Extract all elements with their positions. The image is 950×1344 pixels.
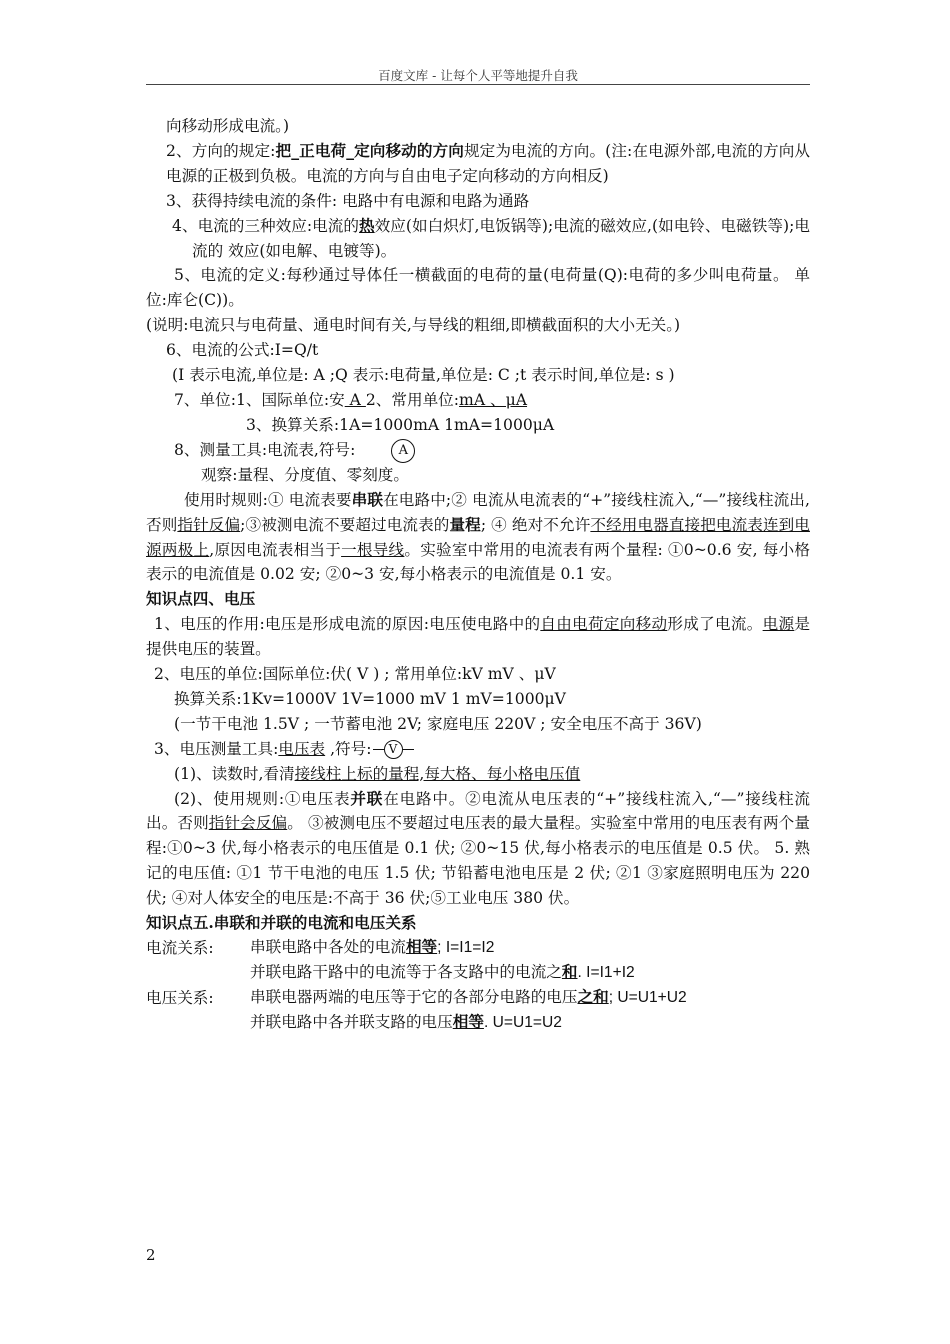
para-direction-rule: 2、方向的规定:把_正电荷_定向移动的方向规定为电流的方向。(注:在电源外部,电流的方向从电源的正极到负极。电流的方向与自由电子定向移动的方向相反) — [166, 140, 810, 185]
header-rule — [146, 84, 810, 85]
para-voltage-conversion: 换算关系:1Kv=1000V 1V=1000 mV 1 mV=1000μV — [174, 689, 566, 708]
voltage-relation-label: 电压关系: — [146, 988, 214, 1007]
para-ammeter-rules: 使用时规则:① 电流表要串联在电路中;② 电流从电流表的“+”接线柱流入,“—”接线柱流出,否则指针反偏;③被测电流不要超过电流表的量程; ④ 绝对不允许不经用电器直接把电流表连到电源两极上,原因电流表相当于一根导线。实验室中常用的电流表有两个量程: ①0~0.6 安, 每小格表示的电流值是 0.02 安; ②0~3 安,每小格表示的电流值是 0.1 安。 — [146, 489, 810, 584]
voltage-relation-row-1: 电压关系: 串联电器两端的电压等于它的各部分电路的电压之和; U=U1+U2 — [146, 986, 810, 1011]
section-heading-voltage: 知识点四、电压 — [146, 589, 256, 609]
para-current-definition: 5、电流的定义:每秒通过导体任一横截面的电荷的量(电荷量(Q):电荷的多少叫电荷量。 单位:库仑(C))。 — [146, 266, 810, 310]
para-formula-symbols: (I 表示电流,单位是: A ;Q 表示:电荷量,单位是: C ;t 表示时间,单位是: s ) — [172, 366, 675, 385]
voltmeter-symbol-icon: V — [384, 740, 403, 759]
para-current-formula: 6、电流的公式:I=Q/t — [166, 341, 319, 360]
para-voltmeter: 3、电压测量工具:电压表 ,符号: V — [146, 737, 810, 762]
para-current-effects: 4、电流的三种效应:电流的热效应(如白炽灯,电饭锅等);电流的磁效应,(如电铃、电磁铁等);电流的 效应(如电解、电镀等)。 — [172, 215, 810, 260]
section-heading-relations: 知识点五.串联和并联的电流和电压关系 — [146, 913, 417, 933]
page-number: 2 — [146, 1246, 156, 1264]
current-relation-row-2: 并联电路干路中的电流等于各支路中的电流之和. I=I1+I2 — [250, 963, 635, 981]
para-voltmeter-rules: (2)、使用规则:①电压表并联在电路中。②电流从电压表的“+”接线柱流入,“—”接线柱流出。否则指针会反偏。 ③被测电压不要超过电压表的最大量程。实验室中常用的电压表有两个量程:①0~3 伏,每小格表示的电压值是 0.1 伏; ②0~15 伏,每小格表示的电压值是 0.5 伏。 5. 熟记的电压值: ①1 节干电池的电压 1.5 伏; 节铅蓄电池电压是 2 伏; ②1 ③家庭照明电压为 220 伏; ④对人体安全的电压是:不高于 36 伏;⑤工业电压 380 伏。 — [146, 788, 810, 908]
para-voltage-unit: 2、电压的单位:国际单位:伏( V ) ; 常用单位:kV mV 、μV — [154, 665, 556, 684]
current-relation-label: 电流关系: — [146, 939, 214, 957]
para-continuous-current: 3、获得持续电流的条件: 电路中有电源和电路为通路 — [166, 191, 530, 210]
current-relation-row-1: 电流关系: 串联电路中各处的电流相等; I=I1=I2 — [146, 936, 810, 961]
para-reading: (1)、读数时,看清接线柱上标的量程,每大格、每小格电压值 — [174, 764, 581, 783]
para-explanation: (说明:电流只与电荷量、通电时间有关,与导线的粗细,即横截面积的大小无关。) — [146, 316, 681, 335]
ammeter-symbol-icon: A — [391, 439, 415, 463]
para-units: 7、单位:1、国际单位:安 A 2、常用单位:mA 、μA — [174, 390, 528, 409]
para-unit-conversion: 3、换算关系:1A=1000mA 1mA=1000μA — [246, 415, 555, 434]
heat-keyword: 热 — [359, 215, 375, 235]
para-observe: 观察:量程、分度值、零刻度。 — [201, 465, 409, 484]
direction-rule-key: 把_正电荷_定向移动的方向 — [275, 140, 464, 160]
unit-common: mA 、μA — [459, 390, 528, 409]
document-body — [146, 114, 810, 1036]
page-header: 百度文库 - 让每个人平等地提升自我 — [378, 68, 578, 83]
para-common-voltages: (一节干电池 1.5V ; 一节蓄电池 2V; 家庭电压 220V ; 安全电压不高于 36V) — [174, 714, 702, 733]
para-voltage-role: 1、电压的作用:电压是形成电流的原因:电压使电路中的自由电荷定向移动形成了电流。电源是提供电压的装置。 — [146, 615, 810, 659]
para-current-direction-end: 向移动形成电流。) — [166, 117, 290, 135]
voltage-relation-row-2: 并联电路中各并联支路的电压相等. U=U1=U2 — [250, 1013, 562, 1031]
unit-ampere: A — [344, 390, 366, 409]
para-measuring-tool: 8、测量工具:电流表,符号: A — [146, 438, 810, 463]
